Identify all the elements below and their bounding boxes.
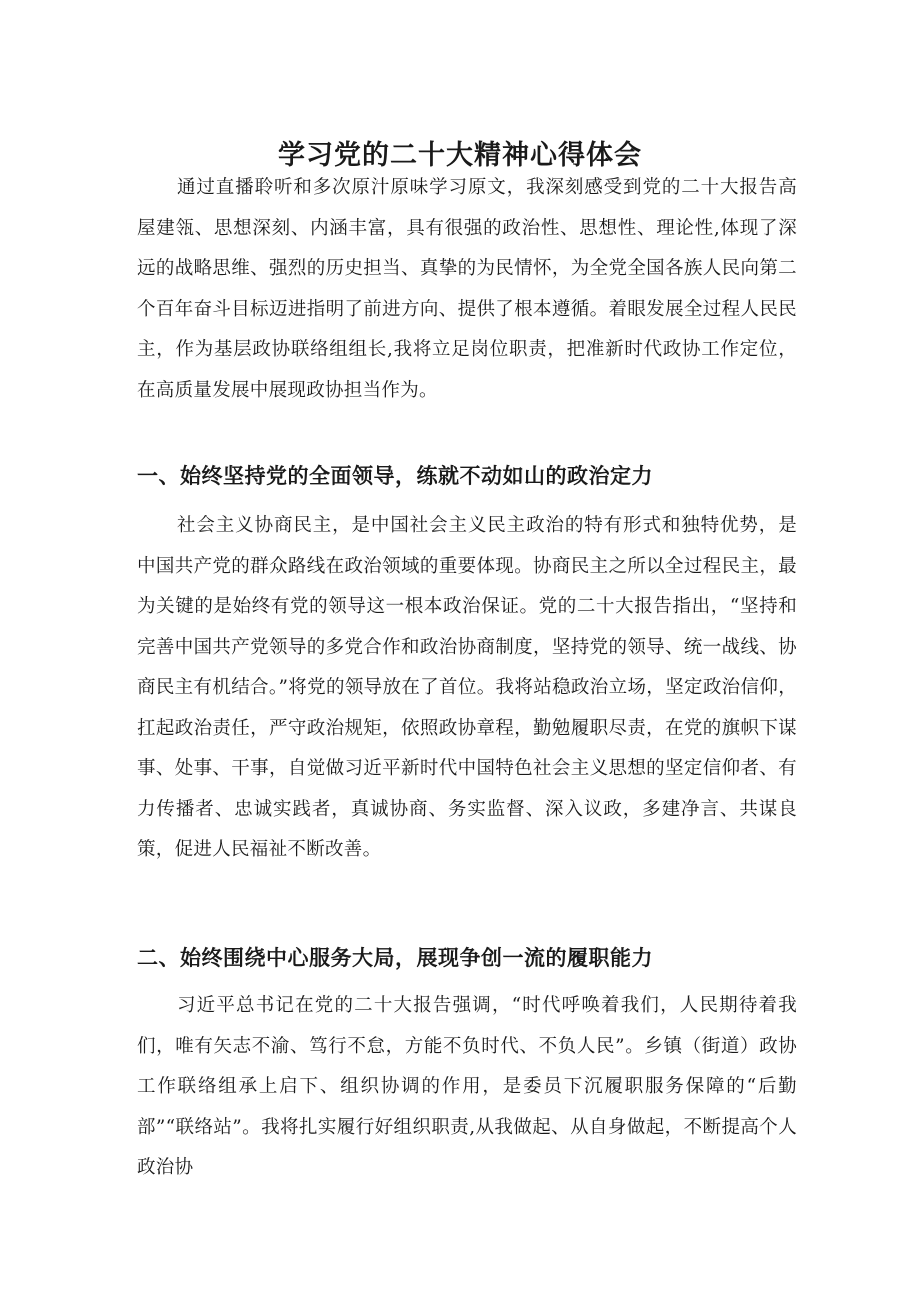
- intro-paragraph: 通过直播聆听和多次原汁原味学习原文，我深刻感受到党的二十大报告高屋建瓴、思想深刻、内涵丰富，具有很强的政治性、思想性、理论性,体现了深远的战略思维、强烈的历史担当、真挚的为民情怀，为全党全国各族人民向第二个百年奋斗目标迈进指明了前进方向、提供了根本遵循。着眼发展全过程人民民主，作为基层政协联络组组长,我将立足岗位职责，把准新时代政协工作定位，在高质量发展中展现政协担当作为。: [137, 177, 797, 401]
- section-2-heading: 二、始终围绕中心服务大局，展现争创一流的履职能力: [137, 945, 653, 970]
- section-1-heading: 一、始终坚持党的全面领导，练就不动如山的政治定力: [137, 463, 653, 488]
- section-1-paragraph: 社会主义协商民主，是中国社会主义民主政治的特有形式和独特优势，是中国共产党的群众路线在政治领域的重要体现。协商民主之所以全过程民主，最为关键的是始终有党的领导这一根本政治保证。党的二十大报告指出，“坚持和完善中国共产党领导的多党合作和政治协商制度，坚持党的领导、统一战线、协商民主有机结合。”将党的领导放在了首位。我将站稳政治立场，坚定政治信仰，扛起政治责任，严守政治规矩，依照政协章程，勤勉履职尽责，在党的旗帜下谋事、处事、干事，自觉做习近平新时代中国特色社会主义思想的坚定信仰者、有力传播者、忠诚实践者，真诚协商、务实监督、深入议政，多建净言、共谋良策，促进人民福祉不断改善。: [137, 515, 797, 860]
- section-2-paragraph: 习近平总书记在党的二十大报告强调，“时代呼唤着我们，人民期待着我们，唯有矢志不渝、笃行不怠，方能不负时代、不负人民”。乡镇（街道）政协工作联络组承上启下、组织协调的作用，是委员下沉履职服务保障的“后勤部”“联络站”。我将扎实履行好组织职责,从我做起、从自身做起，不断提高个人政治协: [137, 995, 797, 1178]
- document-title: 学习党的二十大精神心得体会: [278, 140, 642, 172]
